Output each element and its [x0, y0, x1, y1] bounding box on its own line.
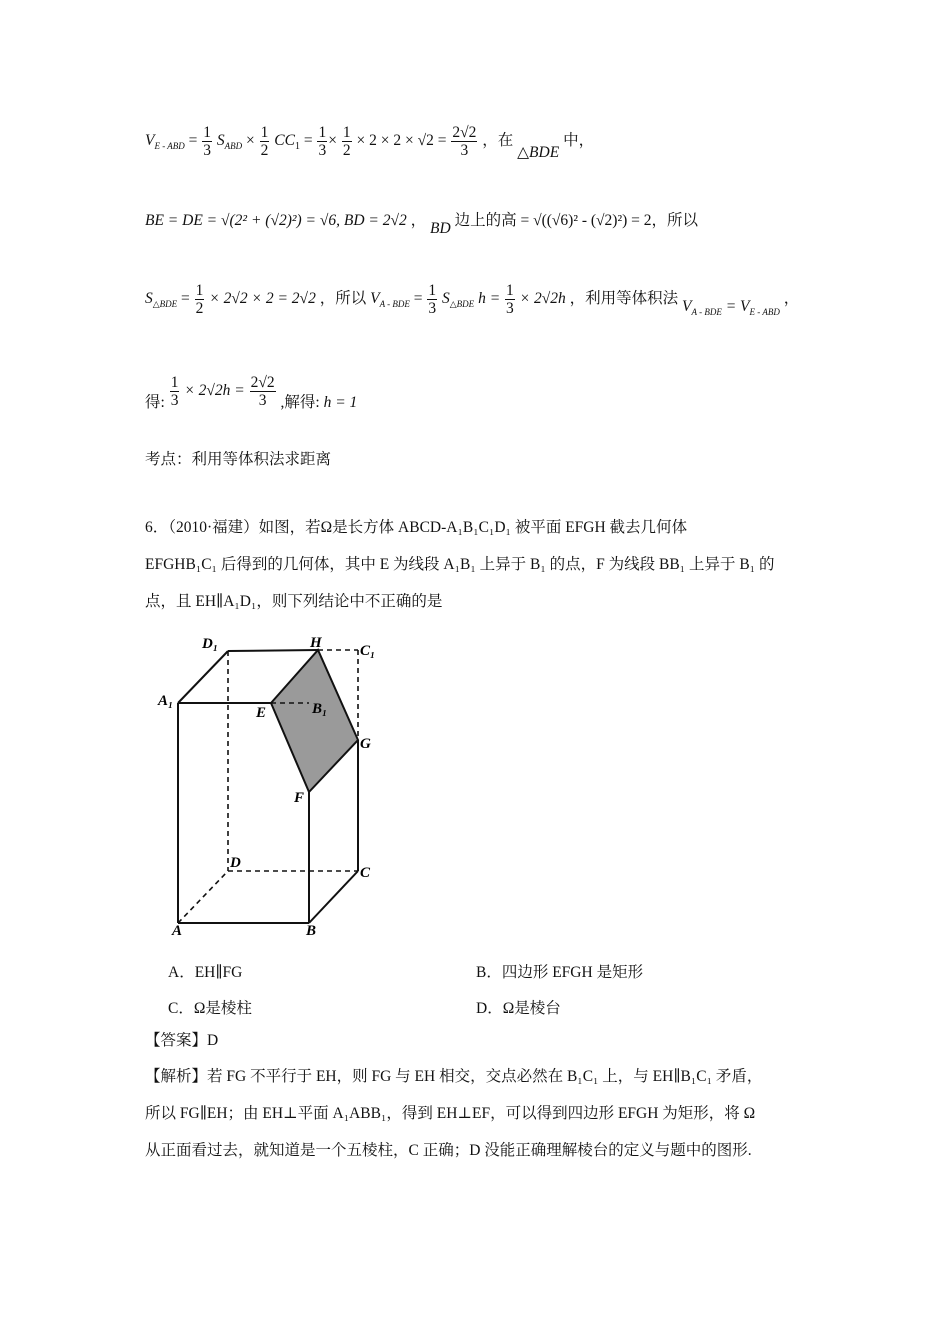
label-f: F — [294, 790, 305, 806]
text-solve: ,解得: — [280, 394, 320, 412]
equation-lhs: × 2√2h = — [184, 382, 249, 400]
fraction-4: $\frac{1}{2}$ — [342, 124, 351, 159]
solution-line-2 — [145, 210, 699, 237]
comma-2: ， — [783, 290, 800, 308]
cuboid-figure — [150, 625, 410, 945]
equals-sign-4: = — [413, 290, 427, 308]
height-expression: 边上的高 = √((√6)² - (√2)²) = 2，所以 — [454, 212, 699, 229]
fraction-1: $\frac{1}{3}$ — [203, 124, 212, 159]
equals-sign: = — [188, 132, 202, 150]
fraction-10: $\frac{2√2}{3}$ — [250, 374, 275, 409]
text-suoyi: ，所以 — [319, 290, 367, 308]
volume-subscript: E - ABD — [154, 141, 185, 152]
text-de: 得: — [145, 394, 165, 412]
equals-sign-3: = — [181, 290, 194, 308]
label-d1: D₁ — [202, 636, 219, 652]
text-zhong: 中， — [563, 132, 595, 150]
option-d: D．Ω是棱台 — [476, 1000, 561, 1017]
question-line-1: 6．（2010·福建）如图，若Ω是长方体 ABCD-A₁B₁C₁D₁ 被平面 EFGH 截去几何体 — [145, 519, 688, 536]
analysis-line-2: 所以 FG∥EH；由 EH⊥平面 A₁ABB₁，得到 EH⊥EF，可以得到四边形 EFGH 为矩形，将 Ω — [145, 1105, 756, 1122]
bd-symbol: BD — [430, 220, 451, 237]
question-line-2: EFGHB₁C₁ 后得到的几何体，其中 E 为线段 A₁B₁ 上异于 B₁ 的点，F 为线段 BB₁ 上异于 B₁ 的 — [145, 556, 775, 573]
text-zai: ，在 — [482, 132, 514, 150]
text-method: ，利用等体积法 — [569, 290, 679, 308]
cc-subscript: 1 — [294, 141, 300, 153]
solution-line-3 — [145, 282, 799, 317]
area-symbol-bde: S — [145, 290, 153, 308]
fraction-2: $\frac{1}{2}$ — [260, 124, 269, 159]
equals-sign-2: = — [303, 132, 317, 150]
label-a: A — [172, 923, 183, 939]
fraction-6: $\frac{1}{2}$ — [195, 282, 204, 317]
label-d: D — [230, 855, 241, 871]
solution-line-4 — [145, 374, 358, 412]
label-b: B — [306, 923, 317, 939]
label-b1: B₁ — [312, 701, 328, 717]
times-sign: × — [246, 132, 259, 150]
solution-line-1: $V_{E - ABD}$ = $\frac{1}{3}$ $S_{ABD}$ × $\frac{1}{2}$ $CC_1$ = $\frac{1}{3}$ × $\frac{1}{2}$ × 2 × 2 × √2 = $\frac{2√2}{3}$ ，在 △BDE 中， — [145, 124, 595, 162]
label-e: E — [256, 705, 267, 721]
label-c1: C₁ — [360, 643, 376, 659]
result-h: h = 1 — [323, 394, 358, 412]
area-subscript-bde: △BDE — [152, 299, 178, 310]
label-h: H — [310, 635, 322, 651]
fraction-9: $\frac{1}{3}$ — [170, 374, 179, 409]
area-subscript: ABD — [224, 141, 243, 152]
label-g: G — [360, 736, 371, 752]
triangle-bde: △BDE — [517, 144, 560, 162]
cc-symbol: CC — [274, 132, 295, 150]
keypoint: 考点：利用等体积法求距离 — [145, 451, 332, 468]
area-symbol-2: S — [442, 290, 450, 308]
label-a1: A₁ — [158, 693, 174, 709]
volume-symbol: V — [145, 132, 155, 150]
volume-expression: × 2√2h — [519, 290, 566, 308]
be-de-expression: BE = DE = √(2² + (√2)²) = √6, BD = 2√2 — [145, 212, 407, 229]
label-c: C — [360, 865, 371, 881]
option-c: C．Ω是棱柱 — [168, 1000, 252, 1017]
area-subscript-2: △BDE — [449, 299, 475, 310]
option-a: A．EH∥FG — [168, 964, 243, 981]
comma: ， — [410, 212, 427, 229]
product-expression: × 2 × 2 × √2 = — [356, 132, 451, 150]
section-efgh — [271, 650, 358, 792]
option-b: B．四边形 EFGH 是矩形 — [476, 964, 644, 981]
fraction-7: $\frac{1}{3}$ — [428, 282, 437, 317]
fraction-8: $\frac{1}{3}$ — [506, 282, 514, 317]
area-symbol: S — [216, 132, 225, 150]
question-line-3: 点，且 EH∥A₁D₁，则下列结论中不正确的是 — [145, 593, 443, 610]
analysis-line-3: 从正面看过去，就知道是一个五棱柱，C 正确；D 没能正确理解棱台的定义与题中的图形. — [145, 1142, 752, 1159]
volume-equality: $V_{A - BDE} = V_{E - ABD}$ — [682, 298, 780, 318]
fraction-3: $\frac{1}{3}$ — [318, 124, 327, 159]
volume-symbol-2: V — [370, 290, 380, 308]
fraction-5: $\frac{2√2}{3}$ — [452, 124, 477, 159]
area-expression: × 2√2 × 2 = 2√2 — [209, 290, 316, 308]
h-symbol: h = — [478, 290, 505, 308]
volume-subscript-2: A - BDE — [379, 299, 410, 310]
analysis-line-1: 【解析】若 FG 不平行于 EH，则 FG 与 EH 相交，交点必然在 B₁C₁ 上，与 EH∥B₁C₁ 矛盾， — [145, 1068, 763, 1085]
answer: 【答案】D — [145, 1032, 219, 1049]
